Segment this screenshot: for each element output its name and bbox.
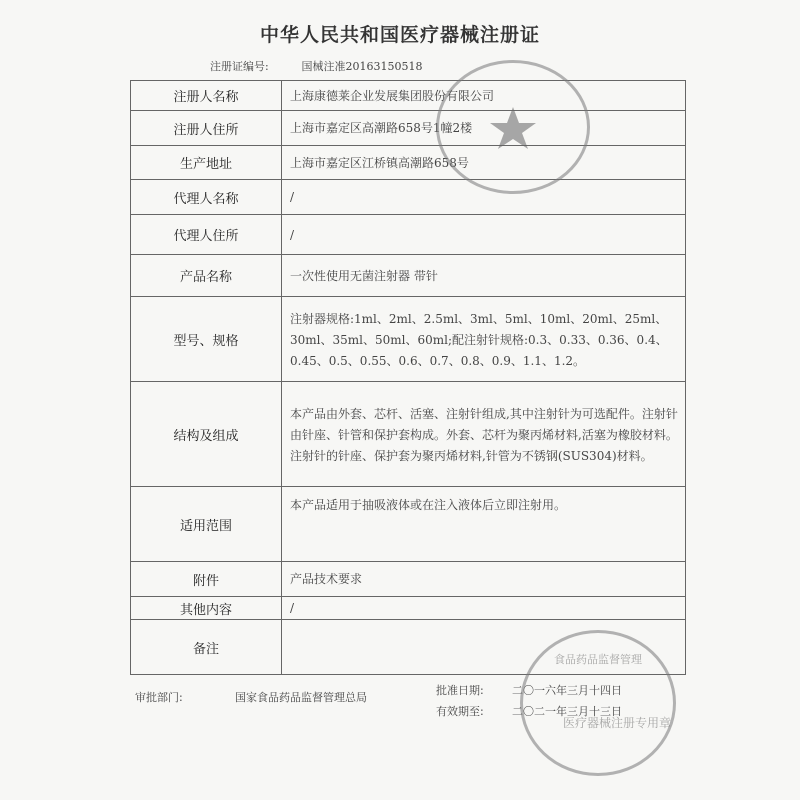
field-value: 注射器规格:1ml、2ml、2.5ml、3ml、5ml、10ml、20ml、25ml、30ml、35ml、50ml、60ml;配注射针规格:0.3、0.33、0.36、0.4、0.45、0.5、0.55、0.6、0.7、0.8、0.9、1.1、1.2。 <box>282 297 686 382</box>
official-seal-inner-text: 医疗器械注册专用章 <box>563 716 672 730</box>
table-row <box>131 180 686 215</box>
field-value: 上海康德莱企业发展集团股份有限公司 <box>282 81 686 111</box>
field-value: 产品技术要求 <box>282 562 686 597</box>
company-seal <box>436 60 590 194</box>
document-title: 中华人民共和国医疗器械注册证 <box>259 24 540 46</box>
star-icon <box>490 107 536 149</box>
table-row <box>131 487 686 562</box>
field-value: / <box>282 180 686 215</box>
field-label: 其他内容 <box>131 597 282 620</box>
field-value: 本产品由外套、芯杆、活塞、注射针组成,其中注射针为可选配件。注射针由针座、针管和保护套构成。外套、芯杆为聚丙烯材料,活塞为橡胶材料。注射针的针座、保护套为聚丙烯材料,针管为不锈钢(SUS304)材料。 <box>282 382 686 487</box>
field-label: 注册人名称 <box>131 81 282 111</box>
field-value: 一次性使用无菌注射器 带针 <box>282 255 686 297</box>
field-value: 上海市嘉定区江桥镇高潮路658号 <box>282 146 686 180</box>
official-seal-ring-text: 食品药品监督管理 <box>554 653 642 666</box>
valid-until: 二〇二一年三月十三日 <box>512 705 622 718</box>
registration-number-line <box>210 58 422 74</box>
table-row <box>131 562 686 597</box>
table-row <box>131 111 686 146</box>
field-label: 适用范围 <box>131 487 282 562</box>
table-row <box>131 382 686 487</box>
certificate-table <box>130 80 686 675</box>
field-value: / <box>282 597 686 620</box>
field-label: 产品名称 <box>131 255 282 297</box>
registration-number-label: 注册证编号: <box>210 60 269 73</box>
registration-number: 国械注准20163150518 <box>301 60 423 73</box>
field-value: / <box>282 215 686 255</box>
table-row <box>131 597 686 620</box>
approval-date: 二〇一六年三月十四日 <box>512 684 622 697</box>
valid-until-label: 有效期至: <box>436 705 484 718</box>
field-label: 备注 <box>131 620 282 675</box>
field-label: 注册人住所 <box>131 111 282 146</box>
company-seal-graphic <box>439 63 587 191</box>
field-label: 附件 <box>131 562 282 597</box>
table-row <box>131 81 686 111</box>
table-row <box>131 255 686 297</box>
approval-dept: 国家食品药品监督管理总局 <box>235 691 367 704</box>
field-value: 本产品适用于抽吸液体或在注入液体后立即注射用。 <box>282 487 686 562</box>
field-label: 代理人住所 <box>131 215 282 255</box>
field-value: 上海市嘉定区高潮路658号1幢2楼 <box>282 111 686 146</box>
field-label: 代理人名称 <box>131 180 282 215</box>
field-label: 结构及组成 <box>131 382 282 487</box>
field-label: 型号、规格 <box>131 297 282 382</box>
official-seal <box>520 630 676 776</box>
field-label: 生产地址 <box>131 146 282 180</box>
approval-dept-label: 审批部门: <box>135 691 183 704</box>
table-row <box>131 297 686 382</box>
table-row <box>131 146 686 180</box>
table-row <box>131 215 686 255</box>
approval-date-label: 批准日期: <box>436 684 484 697</box>
